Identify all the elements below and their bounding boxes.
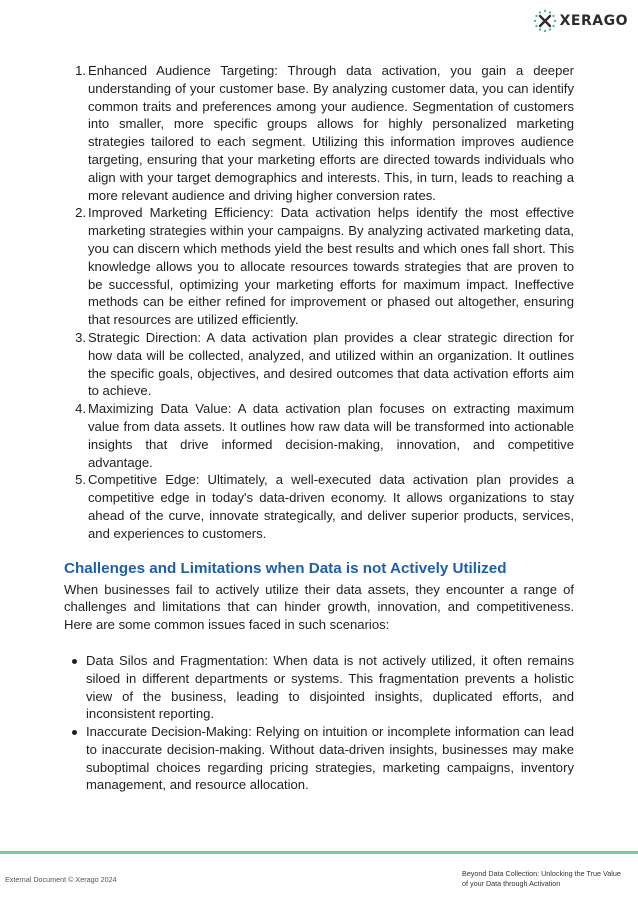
footer-copyright: External Document © Xerago 2024 (5, 875, 117, 884)
numbered-list-item (64, 471, 574, 542)
list-item-number: 3. (75, 329, 86, 345)
list-item-number: 2. (75, 205, 86, 221)
numbered-list-item (64, 400, 574, 471)
bullet-list-item (64, 723, 574, 794)
logo-wordmark: XERAGO (559, 13, 628, 29)
bullet-list-item (64, 652, 574, 723)
list-item-text: Competitive Edge: Ultimately, a well-executed data activation plan provides a competitive edge in today's data-driven economy. It allows organizations to stay ahead of the curve, innovate strategically, and deliver superior products, services, and experiences to customers. (88, 472, 574, 541)
footer-divider (0, 851, 638, 854)
numbered-list (64, 62, 574, 543)
footer-document-title: Beyond Data Collection: Unlocking the True Value of your Data through Activation (462, 869, 621, 888)
numbered-list-item (64, 204, 574, 329)
brand-logo (532, 8, 628, 34)
bullet-item-text: Inaccurate Decision-Making: Relying on intuition or incomplete information can lead to inaccurate decision-making. Without data-driven insights, businesses may make suboptimal choices regarding pricing strategies, marketing campaigns, inventory management, and resource allocation. (86, 724, 574, 793)
list-item-text: Strategic Direction: A data activation plan provides a clear strategic direction for how data will be collected, analyzed, and utilized within an organization. It outlines the specific goals, objectives, and desired outcomes that data activation efforts aim to achieve. (88, 329, 574, 399)
list-item-text: Maximizing Data Value: A data activation plan focuses on extracting maximum value from data assets. It outlines how raw data will be transformed into actionable insights that drive informed decision-making, innovation, and competitive advantage. (88, 401, 574, 470)
numbered-list-item (64, 62, 574, 204)
section-heading: Challenges and Limitations when Data is not Actively Utilized (64, 559, 507, 577)
list-item-number: 5. (75, 472, 86, 488)
list-item-text: Enhanced Audience Targeting: Through data activation, you gain a deeper understanding of your customer base. By analyzing customer data, you can identify common traits and preferences among your audience. Segmentation of customers into smaller, more specific groups allows for highly personalized marketing strategies tailored to each segment. Utilizing this information improves audience targeting, ensuring that your marketing efforts are directed towards individuals who align with your target demographics and interests. This, in turn, leads to reaching a more relevant audience and driving higher conversion rates. (88, 63, 574, 203)
list-item-number: 4. (75, 401, 86, 417)
bullet-icon (64, 652, 86, 723)
document-body (64, 62, 574, 794)
list-item-number: 1. (75, 63, 86, 78)
xerago-logo-icon (532, 8, 558, 34)
bullet-icon (64, 723, 86, 794)
bullet-item-text: Data Silos and Fragmentation: When data is not actively utilized, it often remains siloed in different departments or systems. This fragmentation prevents a holistic view of the business, leading to disjointed insights, duplicated efforts, and inconsistent reporting. (86, 652, 574, 722)
section-intro: When businesses fail to actively utilize their data assets, they encounter a range of challenges and limitations that can hinder growth, innovation, and competitiveness. Here are some common issues faced in such scenarios: (64, 581, 574, 633)
list-item-text: Improved Marketing Efficiency: Data activation helps identify the most effective marketing strategies within your campaigns. By analyzing activated marketing data, you can discern which methods yield the best results and which ones fall short. This knowledge allows you to allocate resources towards strategies that are proven to be successful, optimizing your marketing efforts for maximum impact. Ineffective methods can be either refined for improvement or phased out altogether, ensuring that resources are utilized efficiently. (88, 205, 574, 328)
numbered-list-item (64, 329, 574, 400)
bullet-list (64, 652, 574, 794)
